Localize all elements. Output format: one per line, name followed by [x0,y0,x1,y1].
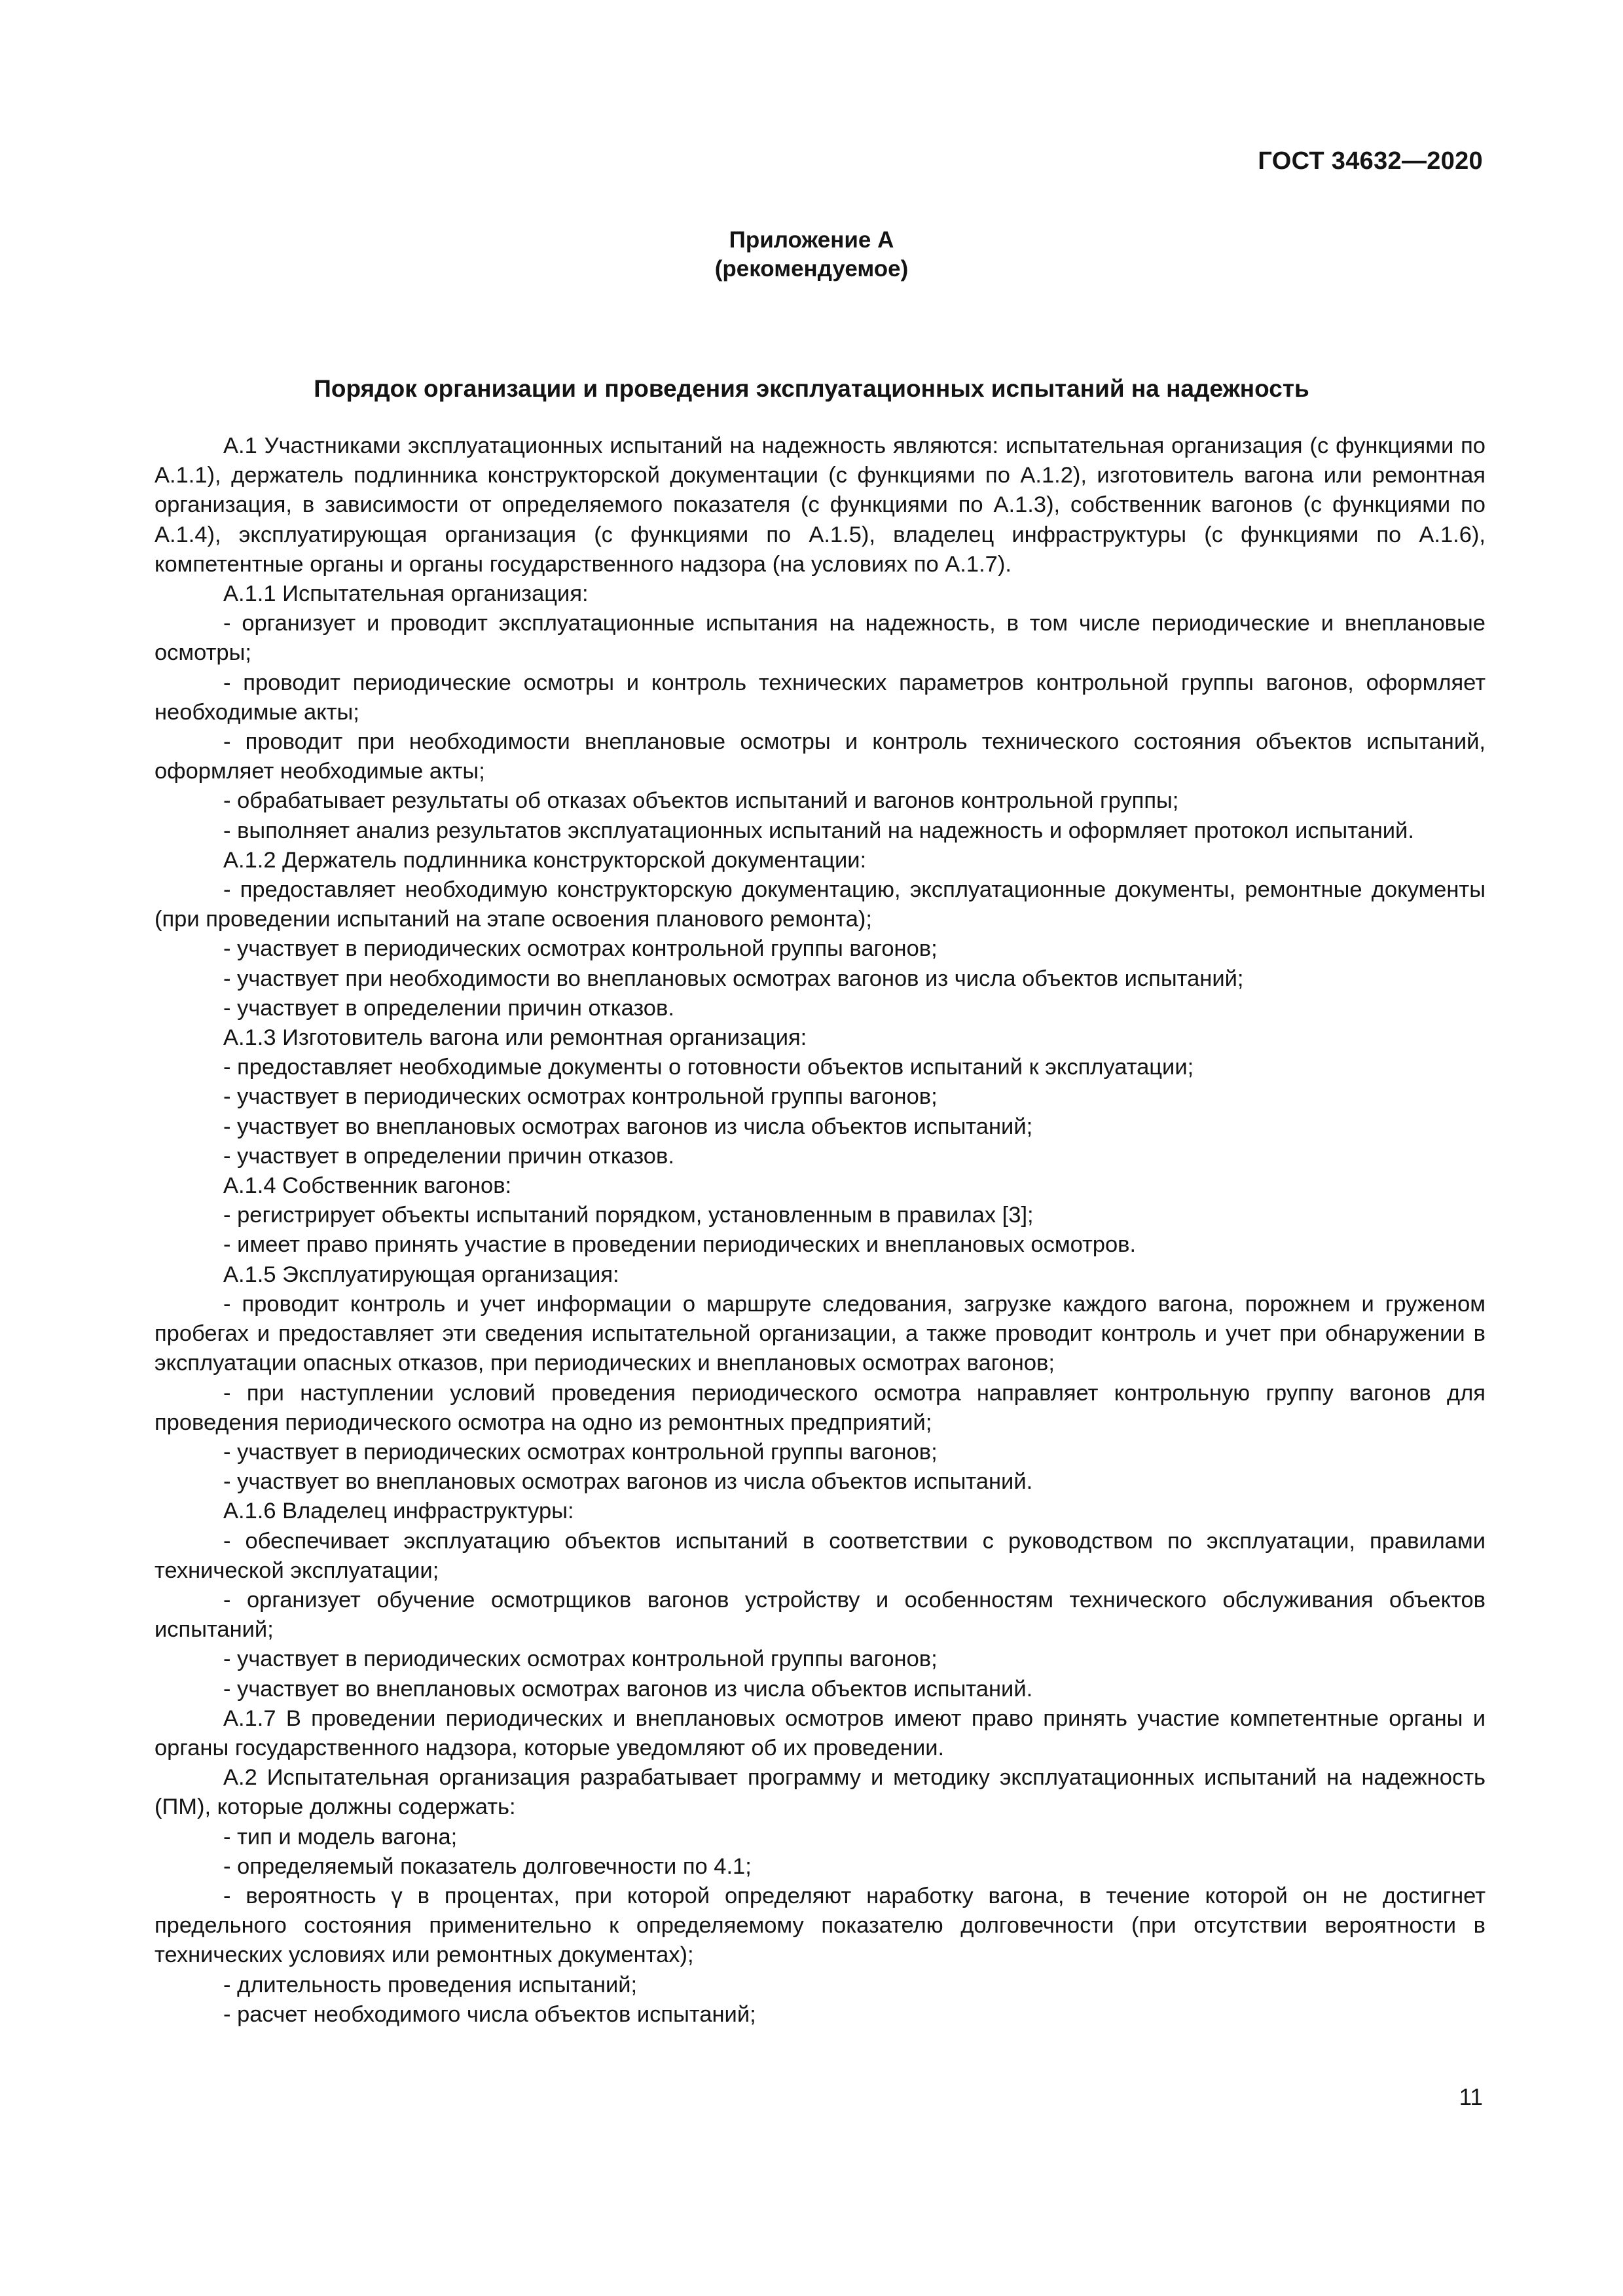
list-item: - организует обучение осмотрщиков вагонов устройству и особенностям технического обслуживания объектов испытаний; [155,1587,1486,1643]
annex-title: Приложение А [729,227,894,253]
list-item: - проводит при необходимости внеплановые осмотры и контроль технического состояния объектов испытаний, оформляет необходимые акты; [155,729,1486,784]
list-item: - предоставляет необходимые документы о готовности объектов испытаний к эксплуатации; [223,1055,1194,1080]
list-item: - проводит периодические осмотры и контроль технических параметров контрольной группы вагонов, оформляет необходимые акты; [155,670,1486,725]
paragraph: А.2 Испытательная организация разрабатывает программу и методику эксплуатационных испытаний на надежность (ПМ), которые должны содержать: [155,1765,1486,1820]
list-item: - имеет право принять участие в проведении периодических и внеплановых осмотров. [223,1232,1137,1258]
paragraph: А.1.1 Испытательная организация: [223,581,589,607]
annex-header [0,226,1623,283]
list-item: - обеспечивает эксплуатацию объектов испытаний в соответствии с руководством по эксплуатации, правилами технической эксплуатации; [155,1528,1486,1583]
list-item: - участвует во внеплановых осмотрах вагонов из числа объектов испытаний; [223,1114,1033,1139]
page-number: 11 [1459,2085,1483,2110]
paragraph: А.1.6 Владелец инфраструктуры: [223,1499,574,1524]
list-item: - участвует в периодических осмотрах контрольной группы вагонов; [223,1647,938,1672]
list-item: - длительность проведения испытаний; [223,1972,638,1997]
paragraph: А.1.2 Держатель подлинника конструкторской документации: [223,847,867,873]
body-text [155,431,1486,2030]
list-item: - вероятность γ в процентах, при которой определяют наработку вагона, в течение которой он не достигнет предельного состояния применительно к определяемому показателю долговечности (при отсутствии вероятности в технических условиях или ремонтных документах); [155,1883,1486,1968]
document-code: ГОСТ 34632—2020 [1258,147,1483,175]
list-item: - участвует в периодических осмотрах контрольной группы вагонов; [223,1084,938,1110]
paragraph: А.1.5 Эксплуатирующая организация: [223,1262,619,1287]
list-item: - при наступлении условий проведения периодического осмотра направляет контрольную группу вагонов для проведения периодического осмотра на одно из ремонтных предприятий; [155,1380,1486,1435]
list-item: - участвует в периодических осмотрах контрольной группы вагонов; [223,936,938,962]
list-item: - организует и проводит эксплуатационные испытания на надежность, в том числе периодические и внеплановые осмотры; [155,611,1486,666]
list-item: - тип и модель вагона; [223,1824,458,1850]
list-item: - участвует при необходимости во внеплановых осмотрах вагонов из числа объектов испытаний; [223,966,1244,991]
paragraph: А.1.4 Собственник вагонов: [223,1173,512,1199]
list-item: - регистрирует объекты испытаний порядком, установленным в правилах [3]; [223,1203,1034,1228]
list-item: - участвует в периодических осмотрах контрольной группы вагонов; [223,1439,938,1465]
paragraph: А.1.7 В проведении периодических и внеплановых осмотров имеют право принять участие компетентные органы и органы государственного надзора, которые уведомляют об их проведении. [155,1705,1486,1760]
list-item: - предоставляет необходимую конструкторскую документацию, эксплуатационные документы, ремонтные документы (при проведении испытаний на этапе освоения планового ремонта); [155,877,1486,932]
list-item: - участвует во внеплановых осмотрах вагонов из числа объектов испытаний. [223,1469,1033,1495]
paragraph: А.1 Участниками эксплуатационных испытаний на надежность являются: испытательная организация (с функциями по А.1.1), держатель подлинника конструкторской документации (с функциями по А.1.2), изготовитель вагона или ремонтная организация, в зависимости от определяемого показателя (с функциями по А.1.3), собственник вагонов (с функциями по А.1.4), эксплуатирующая организация (с функциями по А.1.5), владелец инфраструктуры (с функциями по А.1.6), компетентные органы и органы государственного надзора (на условиях по А.1.7). [155,433,1486,577]
list-item: - расчет необходимого числа объектов испытаний; [223,2001,756,2027]
annex-subtitle: (рекомендуемое) [714,256,909,282]
list-item: - обрабатывает результаты об отказах объектов испытаний и вагонов контрольной группы; [223,788,1179,814]
paragraph: А.1.3 Изготовитель вагона или ремонтная организация: [223,1025,807,1051]
list-item: - проводит контроль и учет информации о маршруте следования, загрузке каждого вагона, порожнем и груженом пробегах и предоставляет эти сведения испытательной организации, а также проводит контроль и учет при обнаружении в эксплуатации опасных отказов, при периодических и внеплановых осмотрах вагонов; [155,1291,1486,1376]
list-item: - выполняет анализ результатов эксплуатационных испытаний на надежность и оформляет протокол испытаний. [223,818,1414,843]
section-title: Порядок организации и проведения эксплуатационных испытаний на надежность [314,375,1309,402]
list-item: - участвует во внеплановых осмотрах вагонов из числа объектов испытаний. [223,1676,1033,1702]
list-item: - участвует в определении причин отказов. [223,995,674,1021]
list-item: - участвует в определении причин отказов. [223,1143,674,1169]
list-item: - определяемый показатель долговечности по 4.1; [223,1853,752,1879]
